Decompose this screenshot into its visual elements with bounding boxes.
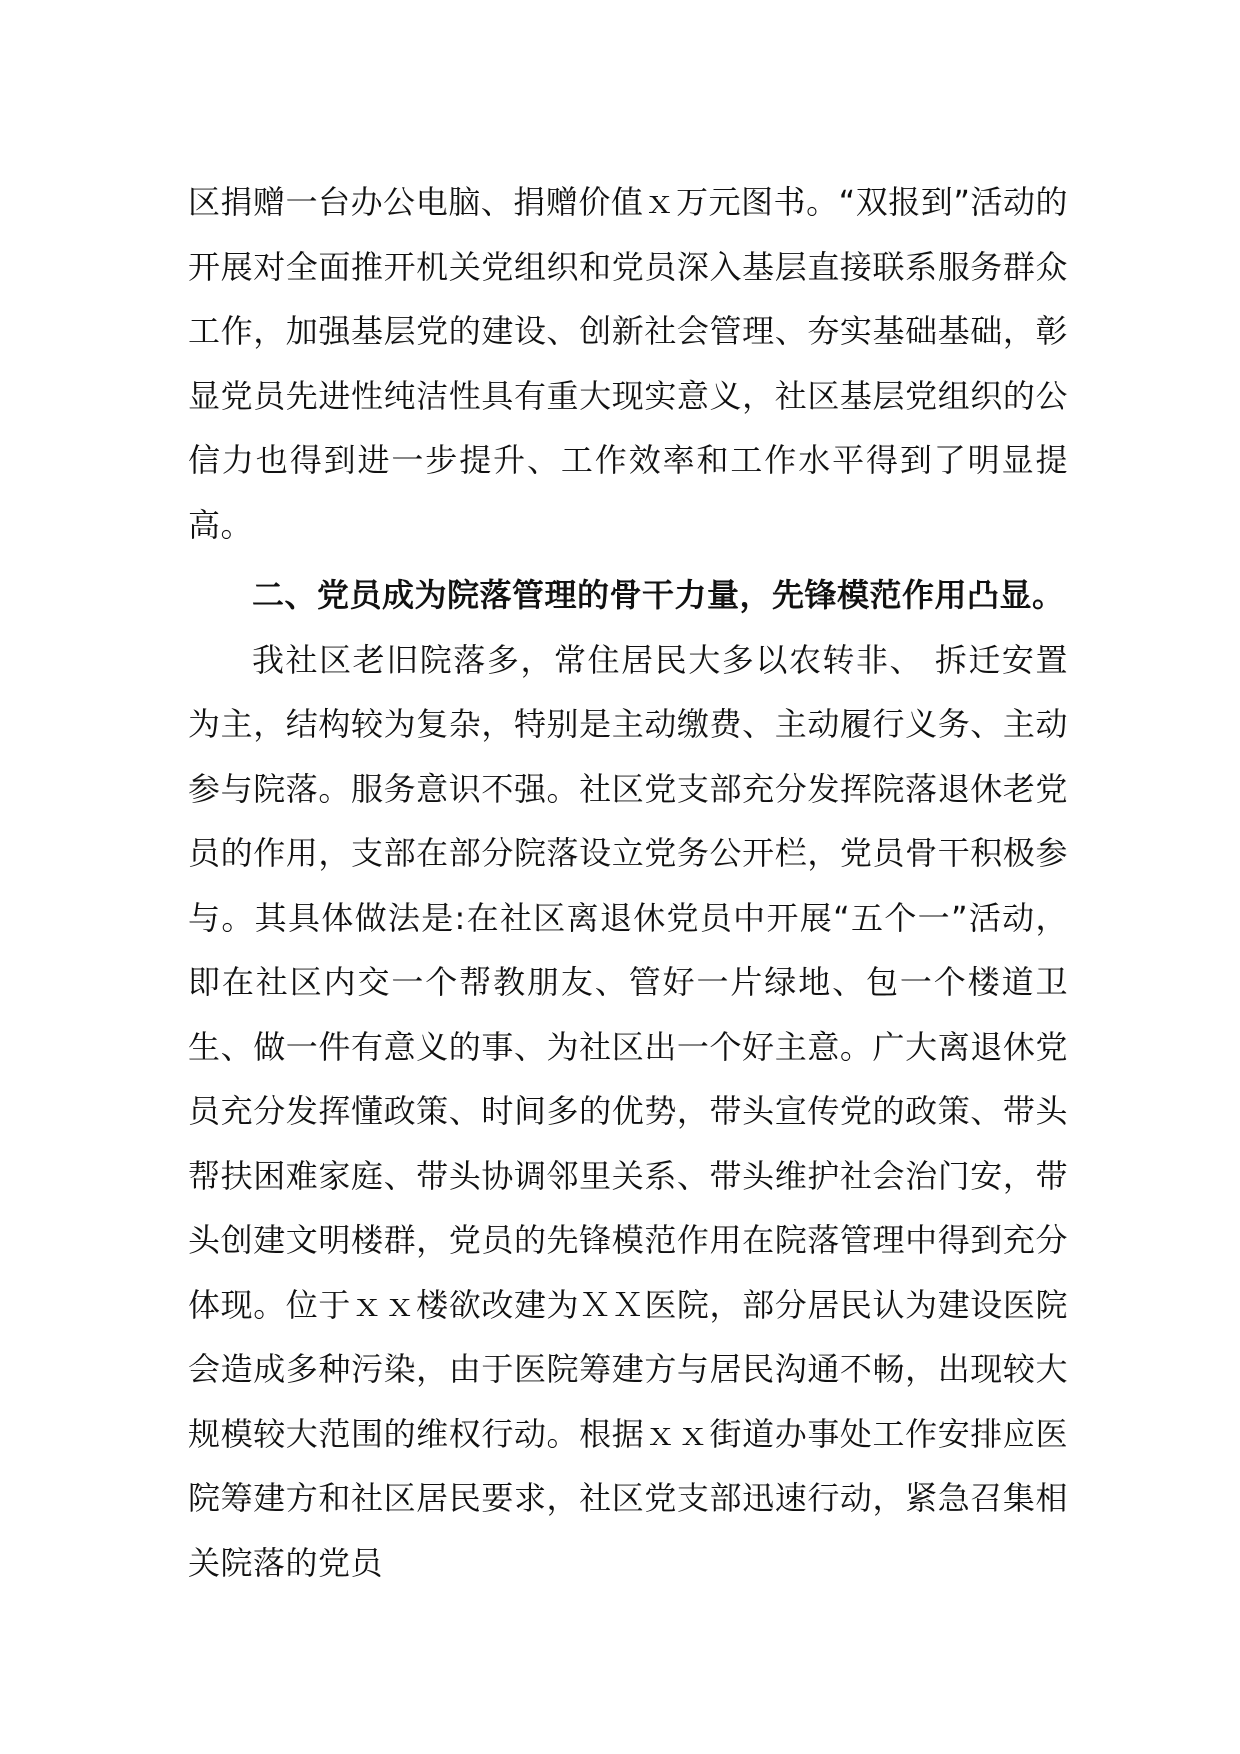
paragraph-courtyard-management: 我社区老旧院落多，常住居民大多以农转非、 拆迁安置为主，结构较为复杂，特别是主动缴费、主动履行义务、主动参与院落。服务意识不强。社区党支部充分发挥院落退休老党员的作用，支部在部分院落设立党务公开栏，党员骨干积极参与。其具体做法是:在社区离退休党员中开展“五个一”活动，即在社区内交一个帮教朋友、管好一片绿地、包一个楼道卫生、做一件有意义的事、为社区出一个好主意。广大离退休党员充分发挥懂政策、时间多的优势，带头宣传党的政策、带头帮扶困难家庭、带头协调邻里关系、带头维护社会治门安，带头创建文明楼群，党员的先锋模范作用在院落管理中得到充分体现。位于ｘｘ楼欲改建为ＸＸ医院，部分居民认为建设医院会造成多种污染，由于医院筹建方与居民沟通不畅，出现较大规模较大范围的维权行动。根据ｘｘ街道办事处工作安排应医院筹建方和社区居民要求，社区党支部迅速行动，紧急召集相关院落的党员 [188,640,1068,1582]
document-body [188,170,1068,1595]
paragraph-community-donation: 区捐赠一台办公电脑、捐赠价值ｘ万元图书。“双报到”活动的开展对全面推开机关党组织和党员深入基层直接联系服务群众工作，加强基层党的建设、创新社会管理、夯实基础基础，彰显党员先进性纯洁性具有重大现实意义，社区基层党组织的公信力也得到进一步提升、工作效率和工作水平得到了明显提高。 [188,183,1068,544]
section-heading-2: 二、党员成为院落管理的骨干力量，先锋模范作用凸显。 [252,576,1065,614]
